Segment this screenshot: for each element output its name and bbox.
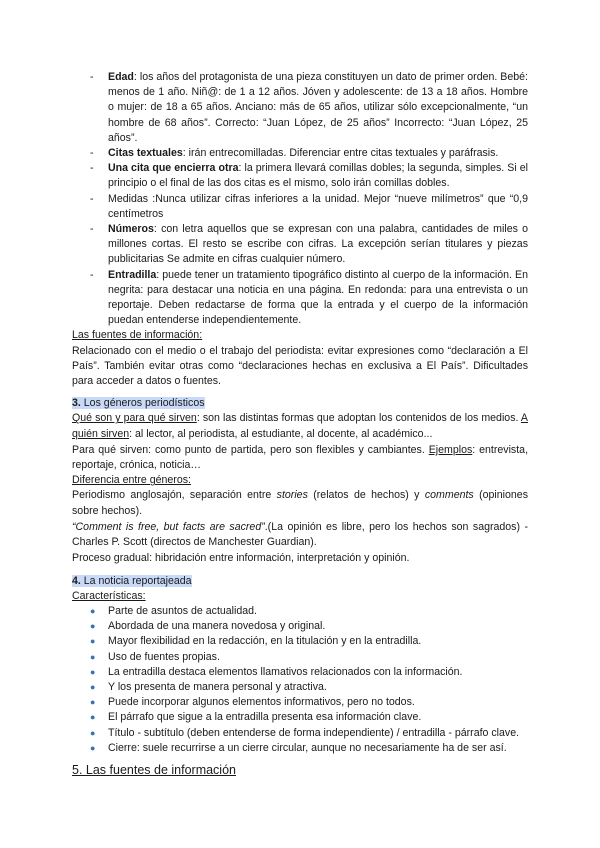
text: : entrevista, reportaje, crónica, noticia…: [72, 443, 529, 472]
label-ejemplos: Ejemplos: [428, 443, 473, 456]
list-item: [72, 741, 528, 756]
item-term: Citas textuales: [108, 147, 183, 160]
item-term: Números: [108, 223, 154, 236]
item-term: Entradilla: [108, 268, 157, 281]
term-stories: stories: [276, 489, 308, 502]
section-title: La noticia reportajeada: [80, 574, 192, 587]
label-a-quien: A quién sirven: [72, 412, 528, 440]
list-item: [72, 619, 528, 634]
text: : son las distintas formas que adoptan los contenidos de los medios.: [196, 412, 521, 425]
item-text: Parte de asuntos de actualidad.: [108, 604, 258, 617]
dash-marker: -: [90, 268, 94, 281]
fuentes-heading: Las fuentes de información:: [72, 329, 203, 342]
list-item: [72, 604, 528, 619]
bullet-icon: ●: [90, 651, 96, 662]
item-text: Puede incorporar algunos elementos informativos, pero no todos.: [108, 696, 415, 709]
list-item: [72, 146, 528, 161]
bullet-icon: ●: [90, 712, 96, 723]
list-item: [72, 192, 528, 222]
item-text: : irán entrecomilladas. Diferenciar entre citas textuales y paráfrasis.: [182, 147, 499, 160]
list-item: [72, 268, 528, 329]
list-item: [72, 710, 528, 725]
fuentes-paragraph: Relacionado con el medio o el trabajo del periodista: evitar expresiones como “declaración a El País”. También evitar otras como “declaraciones hechas en exclusiva a El País”. Dificultades para acceder a datos o fuentes.: [72, 344, 528, 388]
item-text: La entradilla destaca elementos llamativos relacionados con la información.: [108, 665, 463, 678]
dash-marker: -: [90, 162, 94, 175]
list-item: [72, 726, 528, 741]
list-item: [72, 70, 528, 146]
item-text: El párrafo que sigue a la entradilla presenta esa información clave.: [108, 711, 422, 724]
document-page: [72, 70, 528, 778]
paragraph-anglosajon: [72, 488, 528, 518]
item-term: Una cita que encierra otra: [108, 162, 239, 175]
bullet-icon: ●: [90, 605, 96, 616]
item-text: Cierre: suele recurrirse a un cierre circular, aunque no necesariamente ha de ser así.: [108, 741, 507, 754]
list-item: [72, 680, 528, 695]
list-item: [72, 634, 528, 649]
text: Para qué sirven: como punto de partida, pero son flexibles y cambiantes.: [72, 443, 429, 456]
label-que-son: Qué son y para qué sirven: [72, 412, 197, 425]
section-5-heading: 5. Las fuentes de información: [72, 762, 236, 777]
bullet-icon: ●: [90, 697, 96, 708]
item-term: Edad: [108, 71, 134, 83]
bullet-icon: ●: [90, 666, 96, 677]
bullet-icon: ●: [90, 681, 96, 692]
bullet-icon: ●: [90, 727, 96, 738]
bullet-icon: ●: [90, 636, 96, 647]
section-title: Los géneros periodísticos: [80, 397, 205, 410]
paragraph-que-son: [72, 411, 528, 441]
item-text: : la primera llevará comillas dobles; la segunda, simples. Si el principio o el final de las dos citas es el mismo, solo irán comillas dobles.: [108, 162, 529, 190]
text: (opiniones sobre hechos).: [72, 489, 528, 517]
dash-marker: -: [90, 147, 94, 160]
text: (relatos de hechos) y: [307, 489, 425, 502]
item-text: : puede tener un tratamiento tipográfico distinto al cuerpo de la información. En negrita: para destacar una noticia en una página. En redonda: para una entrevista o un reportaje. Deben redactarse de forma que la entrada y el cuerpo de la información puedan entenderse independientemente.: [108, 268, 528, 327]
item-text: : los años del protagonista de una pieza constituyen un dato de primer orden. Bebé: menos de 1 año. Niñ@: de 1 a 12 años. Jóven y adolescente: de 13 a 18 años. Hombre o mujer: de 18 a 65 años. Anciano: más de 65 años, utilizar sólo excepcionalmente, “un hombre de 68 años”. Correcto: “Juan López, de 25 años” Incorrecto: “Juan López, 25 años”.: [108, 71, 528, 144]
list-item: [72, 650, 528, 665]
item-text: Mayor flexibilidad en la redacción, en la titulación y en la entradilla.: [108, 635, 422, 648]
dash-marker: -: [90, 71, 94, 83]
item-text: Abordada de una manera novedosa y original.: [108, 620, 326, 633]
section-number: 3.: [72, 397, 81, 410]
diferencia-heading: Diferencia entre géneros:: [72, 474, 191, 487]
caracteristicas-list: [72, 604, 528, 756]
section-4-heading: [72, 574, 528, 589]
list-item: [72, 161, 528, 191]
dash-marker: -: [90, 223, 94, 236]
item-text: Y los presenta de manera personal y atractiva.: [108, 680, 327, 693]
term-comments: comments: [424, 489, 474, 502]
list-item: [72, 665, 528, 680]
section-3-heading: [72, 396, 528, 411]
list-item: [72, 222, 528, 268]
paragraph-proceso: Proceso gradual: hibridación entre información, interpretación y opinión.: [72, 552, 410, 565]
list-item: [72, 695, 528, 710]
text: .(La opinión es libre, pero los hechos son sagrados) - Charles P. Scott (directos de Manchester Guardian).: [72, 520, 528, 549]
caracteristicas-heading: Características:: [72, 589, 146, 602]
item-text: : con letra aquellos que se expresan con una palabra, cantidades de miles o millones cortas. El resto se escribe con cifras. La excepción serían titulares y piezas publicitarias Se admite en cifras cualquier número.: [108, 223, 528, 266]
dash-marker: -: [90, 192, 94, 205]
bullet-icon: ●: [90, 742, 96, 753]
style-rules-list: [72, 70, 528, 328]
paragraph-quote: [72, 520, 528, 550]
item-text: Uso de fuentes propias.: [108, 650, 220, 663]
bullet-icon: ●: [90, 621, 96, 632]
item-text: Título - subtítulo (deben entenderse de forma independiente) / entradilla - párrafo clave.: [108, 726, 520, 739]
item-text: Medidas :Nunca utilizar cifras inferiores a la unidad. Mejor “nueve milímetros” que “0,9 centímetros: [108, 192, 528, 220]
text: : al lector, al periodista, al estudiante, al docente, al académico...: [129, 427, 433, 440]
quote: “Comment is free, but facts are sacred”: [72, 520, 265, 533]
paragraph-para-que: [72, 443, 528, 473]
text: Periodismo anglosajón, separación entre: [72, 489, 277, 502]
section-number: 4.: [72, 574, 81, 587]
